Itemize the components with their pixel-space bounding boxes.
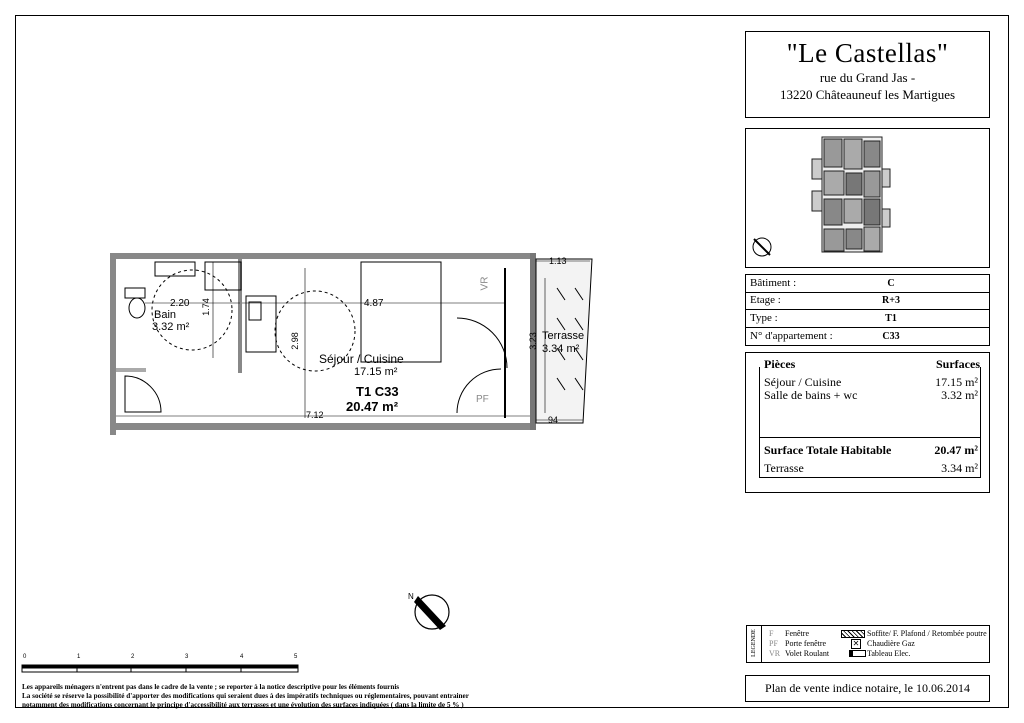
room-sejour-label: Séjour / Cuisine [319, 352, 404, 366]
surface-row: Salle de bains + wc 3.32 m² [764, 388, 978, 402]
room-sejour-area: 17.15 m² [354, 366, 398, 378]
title-block [745, 31, 990, 118]
surfaces-header: Surfaces [936, 357, 980, 371]
room-bain-label: Bain [154, 309, 177, 321]
surface-total-row: Surface Totale Habitable 20.47 m² [764, 443, 978, 457]
info-row-etage: Etage : R+3 [746, 292, 989, 310]
dim-1-74: 1.74 [200, 298, 211, 316]
residence-name: "Le Castellas" [786, 38, 949, 68]
surfaces-table [745, 352, 990, 493]
pieces-header: Pièces [764, 357, 796, 371]
surfaces-inner [759, 357, 981, 478]
street-address: rue du Grand Jas - [819, 70, 916, 85]
room-terrasse-area: 3.34 m² [542, 343, 580, 355]
dim-2-20: 2.20 [170, 298, 190, 309]
north-arrow-icon [404, 590, 454, 634]
dim-3-23: 3.23 [527, 332, 538, 350]
pf-label: PF [476, 394, 489, 405]
room-terrasse-label: Terrasse [542, 330, 585, 342]
vr-label: VR [479, 276, 491, 291]
unit-code: T1 C33 [356, 384, 399, 399]
info-row-appartement: N° d'appartement : C33 [750, 330, 900, 342]
disclaimer: Les appareils ménagers n'entrent pas dans le cadre de la vente ; se reporter à la notice descriptive pour les éléments fournis La société se réserve la possibilité d'apporter des modifications qui seraient dues à des impératifs techniques ou réglementaires, pouvant entrainer notamment des modifications concernant le principe d'accessibilité aux terrasses et une évolution des surfaces indiquées ( dans la limite de 5 % ) [22, 683, 469, 709]
svg-text:N: N [408, 592, 414, 601]
legend-title: LEGENDE [751, 629, 757, 657]
room-bain-area: 3.32 m² [152, 321, 190, 333]
dim-94: 94 [548, 415, 559, 425]
floor-key-plan [745, 128, 990, 268]
dim-4-87: 4.87 [364, 298, 384, 309]
dim-2-98: 2.98 [289, 332, 300, 350]
surface-row: Séjour / Cuisine 17.15 m² [764, 375, 978, 389]
plan-note: Plan de vente indice notaire, le 10.06.2014 [745, 675, 990, 702]
key-plan-drawing [746, 129, 989, 267]
unit-area: 20.47 m² [346, 399, 399, 414]
soffite-hatch-icon [841, 630, 865, 638]
boiler-icon: ✕ [852, 639, 860, 648]
city-address: 13220 Châteauneuf les Martigues [779, 87, 956, 102]
dim-7-12: 7.12 [306, 410, 324, 420]
info-row-batiment: Bâtiment : C [746, 275, 989, 293]
dim-1-13: 1.13 [549, 256, 567, 266]
total-divider [760, 437, 980, 438]
legend: LEGENDE F Fenêtre PF Porte fenêtre VR Volet Roulant Soffite/ F. Plafond / Retombée poutre ✕ Chaudière Gaz Tableau Elec. [746, 625, 990, 663]
electric-panel-icon [849, 650, 866, 657]
apartment-info-table [745, 274, 990, 346]
surface-terrasse-row: Terrasse 3.34 m² [764, 461, 978, 475]
info-row-type: Type : T1 [746, 310, 989, 328]
